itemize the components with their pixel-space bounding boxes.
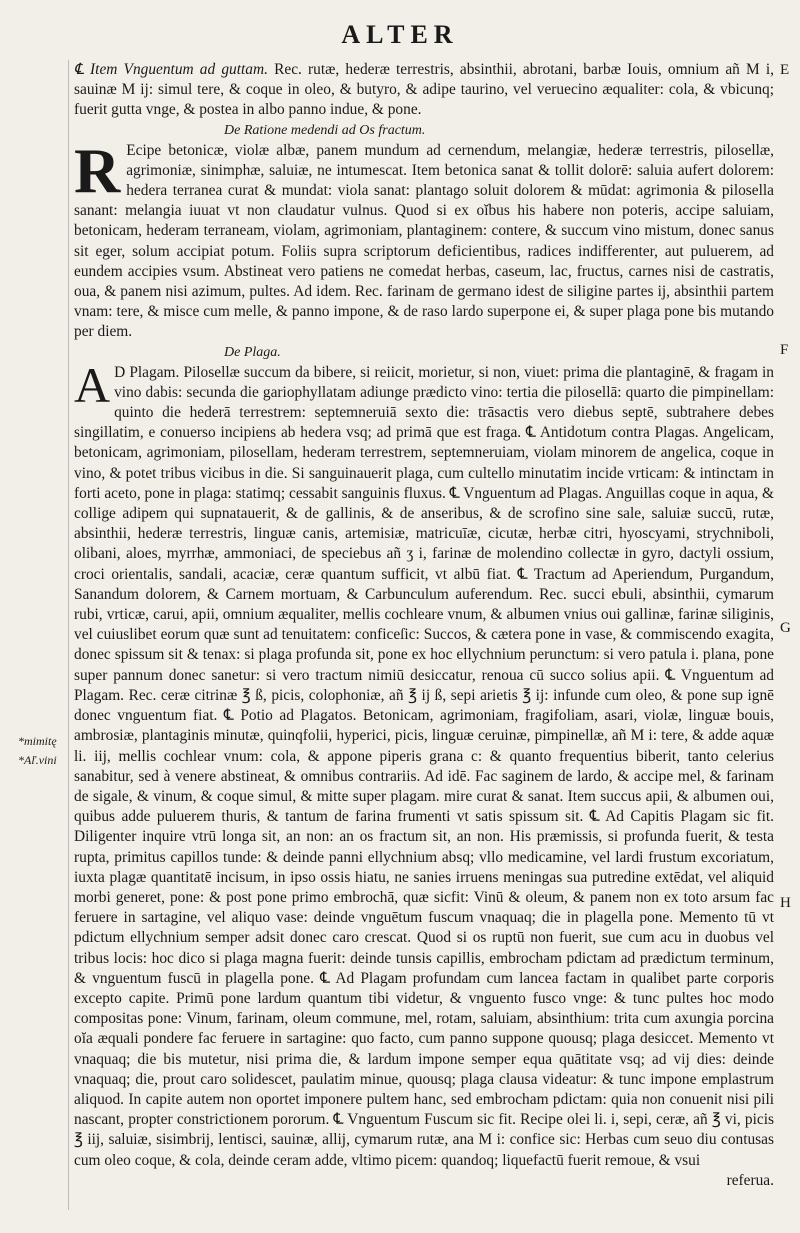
wound-text: D Plagam. Pilosellæ succum da bibere, si reiicit, morietur, si non, viuet: prima die plantaginē, & fragam in vino dabis: secunda die gariophyllatam adiunge prædicto vino: tertia die pilosellā: quarto die pimpinellam: quinto die hederā terrestrem: septemneruiā sexto die: trāsactis vero diebus septē, subtrahere debes singillatim, e conuerso incipiens ab hedera vsq; ad primā que est fraga. ℄ Antidotum contra Plagas. Angelicam, betonicam, agrimoniam, pilosellam, hederam terrestrem, septemneruiam, violam minorem de angelica, coque in vino, & potet tribus vicibus in die. Si sanguinauerit plaga, cum cultello minutatim incide vrticam: & intinctam in forti aceto, pone in plaga: statimq; cessabit sanguinis fluxus. ℄ Vnguentum ad Plagas. Anguillas coque in aqua, & collige adipem qui supnatauerit, & de gallinis, & de anseribus, & de scrofino sine sale, saluiæ succū, rutæ, absinthii, hederæ terrestris, linguæ canis, artemisiæ, matricuīæ, cicutæ, herbæ citri, hyoscyami, strychniboli, olibani, aloes, myrrhæ, ammoniaci, de speciebus añ ʒ i, farinæ de molendino collectæ in gyro, dactyli ossium, croci orientalis, sandali, acaciæ, ceræ quantum sufficit, vt albū fiat. ℄ Tractum ad Aperiendum, Purgandum, Sanandum dolorem, & Carnem mortuam, & Carbunculum auferendum. Rec. succi ebuli, absinthii, cymarum rubi, vrticæ, carui, apii, omnium æqualiter, mellis cochleare vnum, & albumen vnius oui gallinæ, farinæ siliginis, vel cuiuslibet eorum quæ sunt ad tenuitatem: conficeſic: Succos, & cætera pone in vase, & commiscendo exagita, donec spissum sit & tenax: si plaga profunda sit, pone ex hoc ellychnium perunctum: si vero patula i. plana, pone super pannum donec sanetur: si vero tractum nimiū desiccatur, renoua cū succo solius apii. ℄ Vnguentum ad Plagam. Rec. ceræ citrinæ ℥ ß, picis, colophoniæ, añ ℥ ij ß, sepi arietis ℥ ij: infunde cum oleo, & pone sup ignē donec vnguentum fiat. ℄ Potio ad Plagatos. Betonicam, agrimoniam, fragifoliam, asari, violæ, linguæ bouis, ambrosiæ, plantaginis minutæ, quinqfolii, hyperici, picis, linguæ ceruinæ, pimpinellæ, añ M i: tere, & adde aquæ li. iij, mellis cochlear vnum: cola, & appone piperis grana c: & quanto frequentius biberit, tanto celerius sanabitur, sed à venere abstineat, & omnibus contrariis. Ad idē. Fac saginem de lardo, & accipe mel, & farinam de sigale, & vinum, & coque simul, & mitte super plagam. mire curat & sanat. Item succus apii, & albumen oui, quibus adde puluerem thuris, & tantum de farina frumenti vt satis spissum sit. ℄ Ad Capitis Plagam sic fit. Diligenter inquire vtrū longa sit, an non: an os fractum sit, an non. His præmissis, si profunda fuerit, & testa rupta, primitus capillos tunde: & deinde panni ellychnium absq; vllo medicamine, vel lardi frustum excoriatum, iuxta plagæ quantitatē incisum, in ipso ossis hiatu, ne sanies irruens meningas sua putredine extēdat, vel aliquid morbi generet, pone: & post pone primo embrochā, quæ sicfit: Vinū & oleum, & panem non ex toto arsum fac feruere in sartagine, vel aliquo vase: deinde vnguētum fuscum vnaquaq; die in plagella pone. Memento tū vt pdictum ellychnium semper adsit donec caro crescat. Quod si os ruptū non fuerit, sue cum acu in duobus vel tribus locis: hoc dico si plaga magna fuerit: deinde tunsis capillis, embrocham pdictam ad prædictum terminum, & vnguentum fuscū in plagella pone. ℄ Ad Plagam profundam cum lancea factam in qualibet parte corporis excepto capite. Primū pone lardum quantum tibi videtur, & vnguento fusco vnge: & tunc pultes hoc modo compositas pone: Vinum, farinam, oleum commune, mel, rotam, saluiam, absinthium: trita cum axungia porcina oĭa æquali pondere fac feruere in sartagine: quo facto, cum panno suppone quousq; plaga desiccet. Memento vt vnaquaq; die bis mutetur, nisi prima die, & lardum impone semper equa quātitate vsq; ad vij dies: deinde vnaquaq; die, prout caro solidescet, paulatim minue, quousq; plaga clausa videatur: & tunc impone emplastrum aliquod. In capite autem non oportet imponere pultem hanc, sed embrocham pdictam: quia non conuenit nisi pili nascant, propter constrictionem pororum. ℄ Vnguentum Fuscum sic fit. Recipe olei li. i, sepi, ceræ, añ ℥ vi, picis ℥ iij, saluiæ, sisimbrij, lentisci, sauinæ, allij, cymarum rutæ, ana M i: confice sic: Herbas cum seuo diu contusas cum oleo coque, & cola, deinde ceram adde, vltimo picem: quandoq; liquefactū fuerit remoue, & vsui <box>74 363 774 1169</box>
drop-cap-a: A <box>74 356 111 413</box>
margin-note-2: *Aľ.vini <box>18 753 57 767</box>
margin-letter-h: H <box>780 895 791 911</box>
margin-note-1: *mimitę <box>18 734 57 748</box>
margin-letter-f: F <box>780 342 789 358</box>
margin-rule <box>68 60 69 1210</box>
catchword: referua. <box>726 1171 774 1189</box>
paragraph-gout <box>74 60 774 121</box>
drop-cap-r: R <box>74 134 121 206</box>
running-header: ALTER <box>341 20 459 49</box>
fracture-text: Ecipe betonicæ, violæ albæ, panem mundum ad cernendum, melangiæ, hederæ terrestris, pilosellæ, agrimoniæ, sinimphæ, saluiæ, ne intumescat. Item betonica sanat & tollit dolorē: saluia aufert dolorem: hedera terranea curat & mundat: viola sanat: plantago soluit dolorem & mūdat: agrimonia & pilosella sanant: melangia iuuat vt non claudatur vulnus. Quod si ex oĭbus his habere non poteris, accipe saluiam, betonicam, hederam terraneam, violam, agrimoniam, plantaginem: contere, & succum vino mistum, donec sanus sit eger, solum accipiat potum. Foliis supra scriptorum deficientibus, radices indifferenter, aut puluerem, ad eundem accipies vsum. Abstineat vero patiens ne comedat herbas, caseum, lac, fructus, carnes nisi de castratis, oua, & panem nisi azimum, pultes. Ad idem. Rec. farinam de germano idest de siligine partes ij, absinthii partem vnam: tere, & misce cum melle, & panno impone, & de raso lardo superpone ei, & super plaga pone bis mutando per diem. <box>74 141 774 341</box>
margin-letter-e: E <box>780 62 790 78</box>
margin-letter-g: G <box>780 620 791 636</box>
gout-text: Rec. rutæ, hederæ terrestris, absinthii, abrotani, barbæ Iouis, omnium añ M i, sauinæ M ij: simul tere, & coque in oleo, & butyro, & adipe taurino, vel veruecino æqualiter: cola, & vbicunq; fuerit gutta vnge, & postea in albo panno indue, & pone. <box>74 61 774 119</box>
section-heading-fracture: De Ratione medendi ad Os fractum. <box>224 122 426 138</box>
paragraph-wound <box>74 356 774 1171</box>
gout-heading: ℄ Item Vnguentum ad guttam. <box>74 61 268 78</box>
section-heading-wound: De Plaga. <box>224 344 281 360</box>
body-text <box>74 60 774 1191</box>
paragraph-fracture <box>74 134 774 343</box>
